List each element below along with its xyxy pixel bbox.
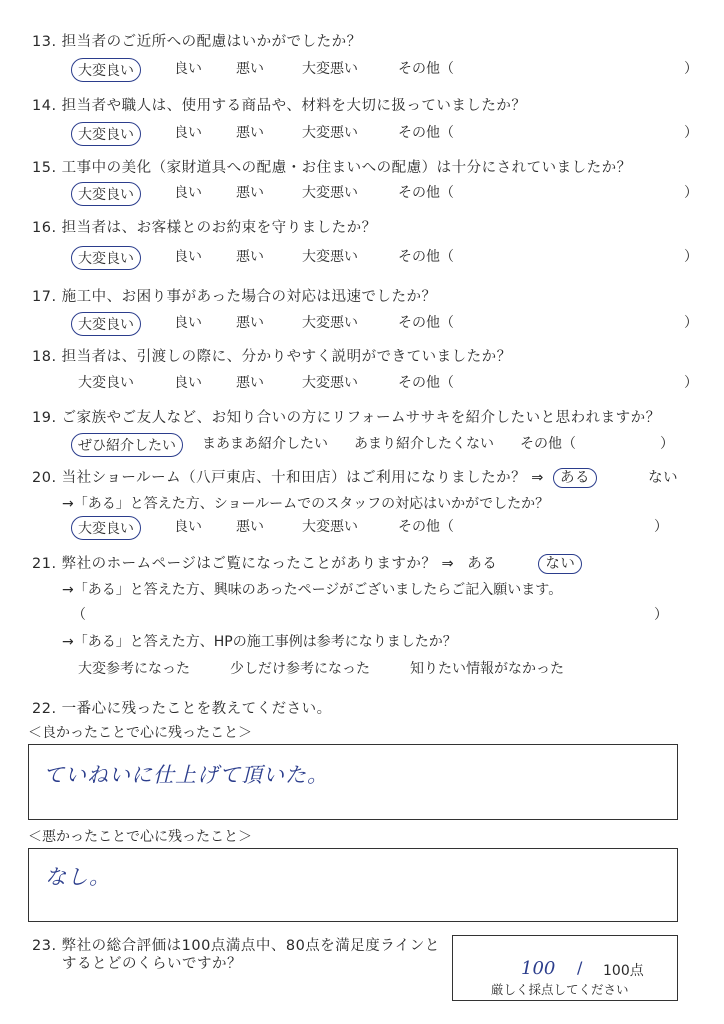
q21-pages-answer	[72, 604, 668, 626]
q16-option-good[interactable]: 良い	[174, 249, 202, 265]
question-21	[32, 552, 582, 573]
q20-option-good[interactable]: 良い	[174, 519, 202, 535]
q19-option-not-really[interactable]: あまり紹介したくない	[354, 436, 494, 452]
q18-option-good[interactable]: 良い	[174, 375, 202, 391]
q13-options	[78, 58, 698, 80]
score-slash: /	[577, 958, 583, 977]
q21-option-yes[interactable]: ある	[467, 556, 498, 572]
q17-option-other[interactable]: その他（	[398, 315, 454, 331]
question-23-line2: するとどのくらいですか？	[62, 956, 242, 972]
q18-option-bad[interactable]: 悪い	[236, 375, 264, 391]
q20-close-paren: ）	[654, 519, 668, 535]
q17-option-bad[interactable]: 悪い	[236, 315, 264, 331]
good-memory-header: ＜良かったことで心に残ったこと＞	[28, 725, 252, 741]
q20-option-very-bad[interactable]: 大変悪い	[302, 519, 358, 535]
score-value: 100	[521, 958, 556, 979]
score-max: 100点	[603, 963, 644, 979]
q18-close-paren: ）	[684, 375, 698, 391]
q13-option-other[interactable]: その他（	[398, 61, 454, 77]
q20-option-yes[interactable]: ある	[553, 468, 597, 488]
q20-text: 20. 当社ショールーム（八戸東店、十和田店）はご利用になりましたか？ ⇒	[32, 470, 544, 486]
q17-option-very-bad[interactable]: 大変悪い	[302, 315, 358, 331]
q21-option-very-helpful[interactable]: 大変参考になった	[78, 661, 190, 677]
score-note: 厳しく採点してください	[491, 982, 629, 997]
q21-option-not-helpful[interactable]: 知りたい情報がなかった	[410, 661, 564, 677]
q14-option-bad[interactable]: 悪い	[236, 125, 264, 141]
question-22: 22. 一番心に残ったことを教えてください。	[32, 701, 332, 717]
q17-option-very-good[interactable]: 大変良い	[71, 312, 141, 336]
q16-options	[78, 246, 698, 268]
q20-options	[78, 516, 668, 538]
q18-option-very-good[interactable]: 大変良い	[78, 375, 134, 391]
q14-close-paren: ）	[684, 125, 698, 141]
q14-option-other[interactable]: その他（	[398, 125, 454, 141]
q19-option-other[interactable]: その他（	[520, 436, 576, 452]
q21-option-little-helpful[interactable]: 少しだけ参考になった	[230, 661, 370, 677]
q19-option-somewhat[interactable]: まあまあ紹介したい	[202, 436, 328, 452]
q15-option-very-good[interactable]: 大変良い	[71, 182, 141, 206]
q19-close-paren: ）	[660, 436, 674, 452]
q14-option-very-bad[interactable]: 大変悪い	[302, 125, 358, 141]
score-box[interactable]	[452, 935, 678, 1001]
question-20	[32, 466, 678, 487]
q20-option-very-good[interactable]: 大変良い	[71, 516, 141, 540]
q15-option-other[interactable]: その他（	[398, 185, 454, 201]
q20-followup: →「ある」と答えた方、ショールームでのスタッフの対応はいかがでしたか？	[62, 496, 550, 512]
q16-close-paren: ）	[684, 249, 698, 265]
q15-option-very-bad[interactable]: 大変悪い	[302, 185, 358, 201]
question-23-line1: 23. 弊社の総合評価は100点満点中、80点を満足度ラインと	[32, 938, 440, 954]
q21-hp-options	[78, 658, 698, 680]
q13-option-very-good[interactable]: 大変良い	[71, 58, 141, 82]
q17-options	[78, 312, 698, 334]
question-19: 19. ご家族やご友人など、お知り合いの方にリフォームササキを紹介したいと思われますか？	[32, 410, 661, 426]
q21-close-paren: ）	[654, 607, 668, 623]
q21-followup-hp: →「ある」と答えた方、HPの施工事例は参考になりましたか？	[62, 634, 457, 650]
question-17: 17. 施工中、お困り事があった場合の対応は迅速でしたか？	[32, 289, 437, 305]
q21-followup-pages: →「ある」と答えた方、興味のあったページがございましたらご記入願います。	[62, 582, 563, 598]
good-memory-answer: ていねいに仕上げて頂いた。	[43, 763, 329, 787]
q20-option-bad[interactable]: 悪い	[236, 519, 264, 535]
q15-option-bad[interactable]: 悪い	[236, 185, 264, 201]
q14-option-good[interactable]: 良い	[174, 125, 202, 141]
q17-close-paren: ）	[684, 315, 698, 331]
question-15: 15. 工事中の美化（家財道具への配慮・お住まいへの配慮）は十分にされていましたか？	[32, 160, 632, 176]
q16-option-other[interactable]: その他（	[398, 249, 454, 265]
bad-memory-header: ＜悪かったことで心に残ったこと＞	[28, 829, 252, 845]
q17-option-good[interactable]: 良い	[174, 315, 202, 331]
q13-option-good[interactable]: 良い	[174, 61, 202, 77]
q18-option-very-bad[interactable]: 大変悪い	[302, 375, 358, 391]
q15-options	[78, 182, 698, 204]
q15-option-good[interactable]: 良い	[174, 185, 202, 201]
q14-option-very-good[interactable]: 大変良い	[71, 122, 141, 146]
q21-open-paren: （	[72, 607, 86, 623]
bad-memory-box[interactable]	[28, 848, 678, 922]
q19-options	[78, 433, 674, 455]
q19-option-definitely[interactable]: ぜひ紹介したい	[71, 433, 183, 457]
q13-option-very-bad[interactable]: 大変悪い	[302, 61, 358, 77]
q16-option-bad[interactable]: 悪い	[236, 249, 264, 265]
q20-option-no[interactable]: ない	[648, 470, 679, 486]
question-18: 18. 担当者は、引渡しの際に、分かりやすく説明ができていましたか？	[32, 349, 512, 365]
q15-close-paren: ）	[684, 185, 698, 201]
question-16: 16. 担当者は、お客様とのお約束を守りましたか？	[32, 220, 377, 236]
question-14: 14. 担当者や職人は、使用する商品や、材料を大切に扱っていましたか？	[32, 98, 527, 114]
q21-text: 21. 弊社のホームページはご覧になったことがありますか？ ⇒	[32, 556, 455, 572]
q13-option-bad[interactable]: 悪い	[236, 61, 264, 77]
q13-close-paren: ）	[684, 61, 698, 77]
bad-memory-answer: なし。	[45, 865, 111, 889]
q18-options	[78, 372, 698, 394]
q20-option-other[interactable]: その他（	[398, 519, 454, 535]
good-memory-box[interactable]	[28, 744, 678, 820]
q16-option-very-good[interactable]: 大変良い	[71, 246, 141, 270]
q14-options	[78, 122, 698, 144]
q18-option-other[interactable]: その他（	[398, 375, 454, 391]
question-13: 13. 担当者のご近所への配慮はいかがでしたか？	[32, 34, 362, 50]
q21-option-no[interactable]: ない	[538, 554, 582, 574]
q16-option-very-bad[interactable]: 大変悪い	[302, 249, 358, 265]
